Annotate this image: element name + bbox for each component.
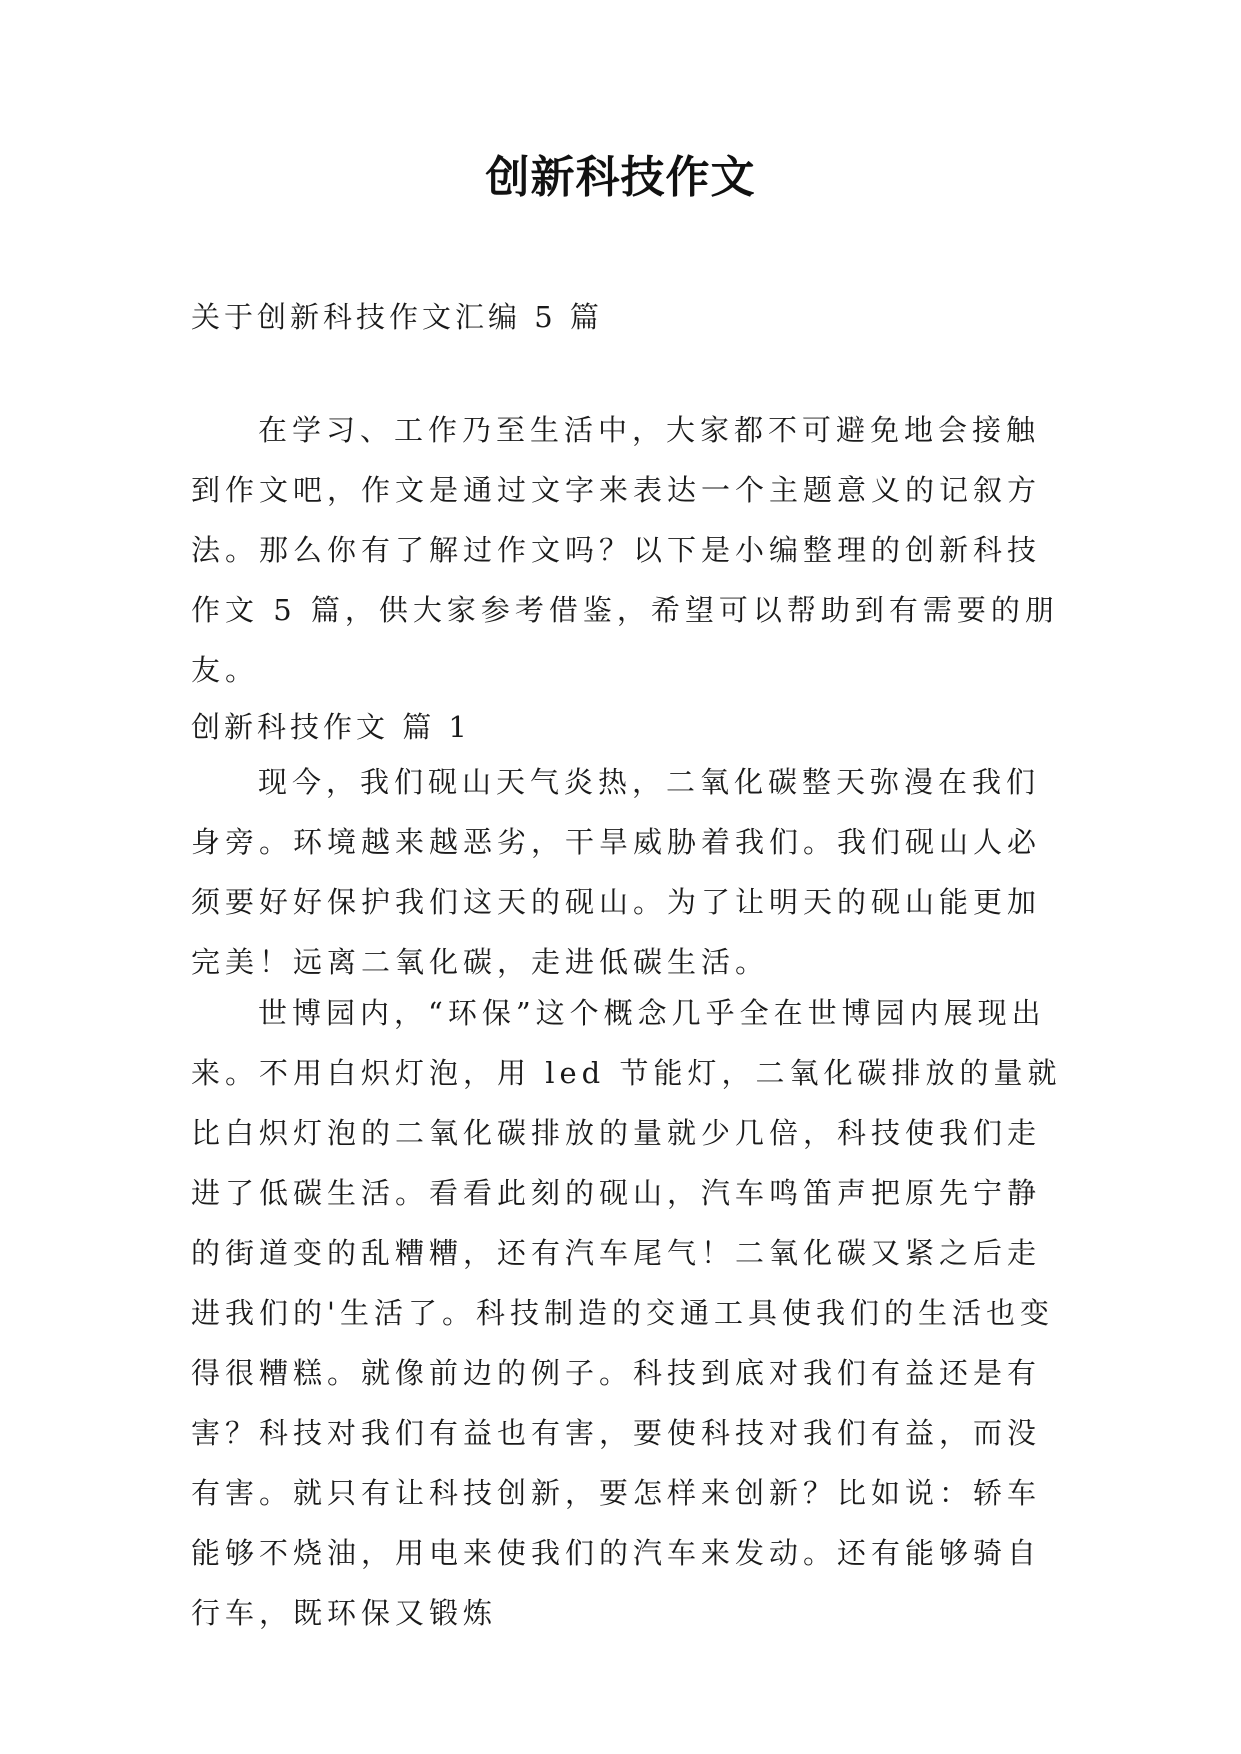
section-title: 创新科技作文 篇 1 (191, 710, 471, 744)
intro-paragraph: 在学习、工作乃至生活中，大家都不可避免地会接触到作文吧，作文是通过文字来表达一个主题意义的记叙方法。那么你有了解过作文吗？以下是小编整理的创新科技作文 5 篇，供大家参考借鉴，希望可以帮助到有需要的朋友。 (191, 413, 1059, 687)
document-title: 创新科技作文 (485, 152, 756, 203)
document-subtitle: 关于创新科技作文汇编 5 篇 (191, 300, 603, 334)
body-paragraph-1: 现今，我们砚山天气炎热，二氧化碳整天弥漫在我们身旁。环境越来越恶劣，干旱威胁着我们。我们砚山人必须要好好保护我们这天的砚山。为了让明天的砚山能更加完美！远离二氧化碳，走进低碳生活。 (191, 765, 1042, 979)
body-paragraph-2: 世博园内，“环保”这个概念几乎全在世博园内展现出来。不用白炽灯泡，用 led 节能灯，二氧化碳排放的量就比白炽灯泡的二氧化碳排放的量就少几倍，科技使我们走进了低碳生活。看看此刻的砚山，汽车鸣笛声把原先宁静的街道变的乱糟糟，还有汽车尾气！二氧化碳又紧之后走进我们的'生活了。科技制造的交通工具使我们的生活也变得很糟糕。就像前边的例子。科技到底对我们有益还是有害？科技对我们有益也有害，要使科技对我们有益，而没有害。就只有让科技创新，要怎样来创新？比如说：轿车能够不烧油，用电来使我们的汽车来发动。还有能够骑自行车，既环保又锻炼 (191, 996, 1062, 1630)
